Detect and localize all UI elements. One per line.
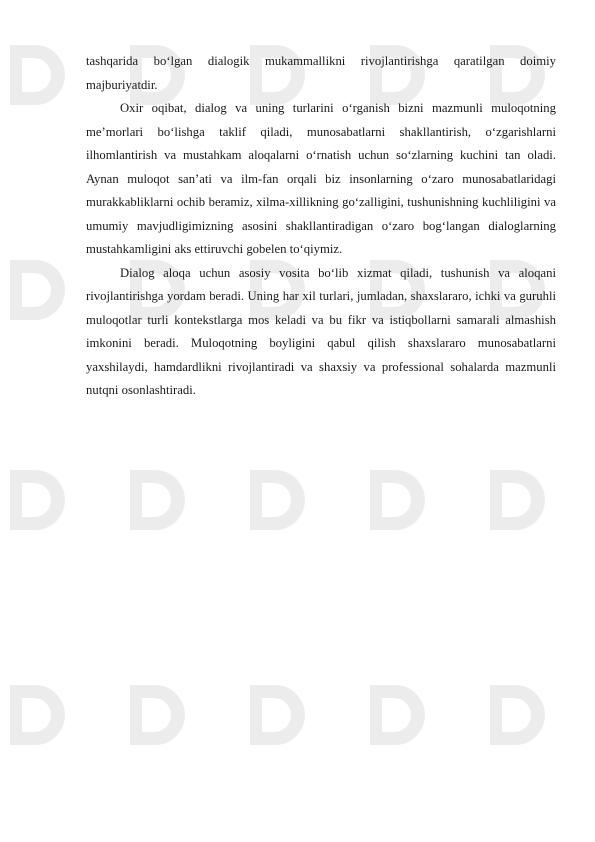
watermark-logo xyxy=(240,680,310,750)
watermark-logo xyxy=(0,465,70,535)
watermark-logo xyxy=(480,680,550,750)
watermark-logo xyxy=(120,465,190,535)
paragraph-continuation: tashqarida bo‘lgan dialogik mukammallikni rivojlantirishga qaratilgan doimiy majburiyatdir. xyxy=(86,54,556,92)
watermark-logo xyxy=(120,680,190,750)
watermark-logo xyxy=(0,680,70,750)
paragraph-dialog-tool: Dialog aloqa uchun asosiy vosita bo‘lib xizmat qiladi, tushunish va aloqani rivojlantirishga yordam beradi. Uning har xil turlari, jumladan, shaxslararo, ichki va guruhli muloqotlar turli kontekstlarga mos keladi va bu fikr va istiqbollarni samarali almashish imkonini beradi. Muloqotning boyligini qabul qilish shaxslararo munosabatlarni yaxshilaydi, hamdardlikni rivojlantiradi va shaxsiy va professional sohalarda mazmunli nutqni osonlashtiradi. xyxy=(86,265,556,397)
watermark-logo xyxy=(360,680,430,750)
paragraph-dialog-study: Oxir oqibat, dialog va uning turlarini o‘rganish bizni mazmunli muloqotning me’morlari bo‘lishga taklif qiladi, munosabatlarni shakllantirish, o‘zgarishlarni ilhomlantirish va mustahkam aloqalarni o‘rnatish uchun so‘zlarning kuchini tan oladi. Aynan muloqot san’ati va ilm-fan orqali biz insonlarning o‘zaro munosabatlaridagi murakkabliklarni ochib beramiz, xilma-xillikning go‘zalligini, tushunishning kuchliligini va umumiy mavjudligimizning asosini shakllantiradigan o‘zaro bog‘langan dialoglarning mustahkamligini aks ettiruvchi gobelen to‘qiymiz. xyxy=(86,101,556,256)
watermark-logo xyxy=(0,255,70,325)
watermark-logo xyxy=(0,40,70,110)
document-body xyxy=(86,50,556,403)
watermark-logo xyxy=(240,465,310,535)
watermark-logo xyxy=(480,465,550,535)
watermark-logo xyxy=(360,465,430,535)
